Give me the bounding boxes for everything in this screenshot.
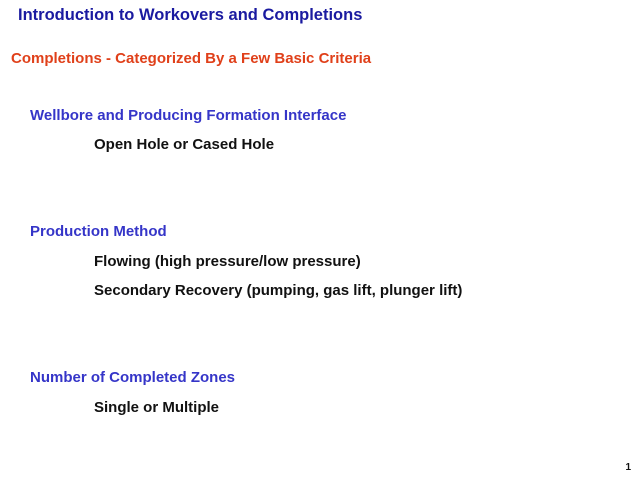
list-item: Open Hole or Cased Hole <box>94 136 275 153</box>
section-heading: Wellbore and Producing Formation Interface <box>30 107 347 124</box>
list-item: Secondary Recovery (pumping, gas lift, plunger lift) <box>94 282 463 299</box>
page-number: 1 <box>625 462 631 473</box>
slide-subtitle: Completions - Categorized By a Few Basic Criteria <box>11 50 372 67</box>
list-item: Single or Multiple <box>94 399 220 416</box>
section-heading: Production Method <box>30 223 167 240</box>
slide-title: Introduction to Workovers and Completions <box>18 6 363 24</box>
list-item: Flowing (high pressure/low pressure) <box>94 253 361 270</box>
section-heading: Number of Completed Zones <box>30 369 236 386</box>
